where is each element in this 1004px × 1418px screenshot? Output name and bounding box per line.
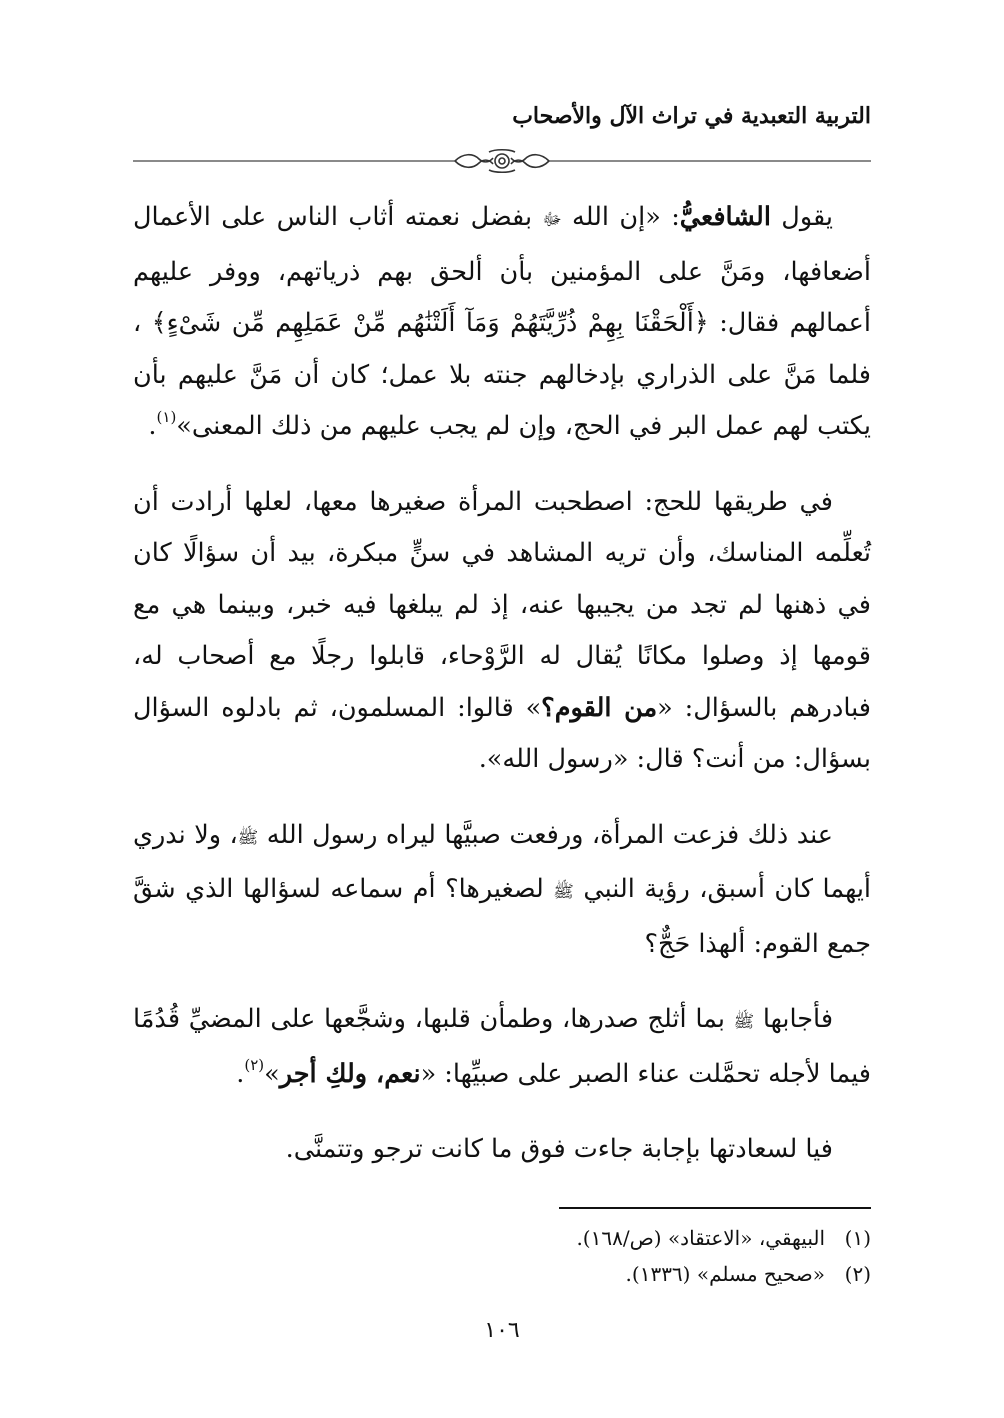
p4-end: . xyxy=(236,1058,245,1089)
page-number: ١٠٦ xyxy=(484,1318,520,1343)
p1-lead: يقول xyxy=(770,202,834,232)
speaker-name: الشافعيُّ xyxy=(679,202,771,232)
paragraph-4 xyxy=(133,994,871,1100)
footnotes xyxy=(371,1220,871,1292)
footnote-number: (١) xyxy=(844,1226,871,1250)
p4-text-2: بما أثلج صدرها، وطمأن قلبها، وشجَّعها على المضيِّ قُدُمًا فيما لأجله تحمَّلت عناء الصبر على صبيِّها: « xyxy=(133,1004,871,1089)
honorific-glyph: ﷺ xyxy=(733,1012,755,1032)
p2-text-1: في طريقها للحج: اصطحبت المرأة صغيرها معها، لعلها أرادت أن تُعلِّمه المناسك، وأن تريه المشاهد في سنٍّ مبكرة، بيد أن سؤالًا كان في ذهنها لم تجد من يجيبها عنه، إذ لم يبلغها فيه خبر، وبينما هي مع قومها إذ وصلوا مكانًا يُقال له الرَّوْحاء، قابلوا رجلًا مع أصحاب له، فبادرهم بالسؤال: « xyxy=(133,486,871,723)
paragraph-1 xyxy=(133,192,871,453)
ornamental-divider xyxy=(133,146,871,176)
p2-text-2: » قالوا: المسلمون، ثم بادلوه السؤال بسؤال: من أنت؟ قال: «رسول الله». xyxy=(133,692,871,774)
main-text xyxy=(133,192,871,1200)
footnote-text: البيهقي، «الاعتقاد» (ص/١٦٨). xyxy=(576,1226,825,1250)
question-phrase: من القوم؟ xyxy=(541,692,658,723)
quran-verse: ﴿أَلْحَقْنَا بِهِمْ ذُرِّيَّتَهُمْ وَمَآ أَلَتْنَٰهُم مِّنْ عَمَلِهِم مِّن شَىْءٍ﴾ xyxy=(151,308,709,338)
footnote-2 xyxy=(371,1256,871,1292)
running-header-title: التربية التعبدية في تراث الآل والأصحاب xyxy=(512,103,871,129)
honorific-glyph: ﷻ xyxy=(542,210,562,230)
footnote-text: «صحيح مسلم» (١٣٣٦). xyxy=(625,1262,825,1286)
footnote-1 xyxy=(371,1220,871,1256)
p1-quote-open: : «إن الله xyxy=(561,202,680,232)
p1-text-2: ، فلما مَنَّ على الذراري بإدخالهم جنته بلا عمل؛ كان أن مَنَّ عليهم بأن يكتب لهم عمل البر في الحج، وإن لم يجب عليهم من ذلك المعنى» xyxy=(133,308,871,441)
p3-text-3: لصغيرها؟ أم سماعه لسؤالها الذي شقَّ جمع القوم: ألهذا حَجٌّ؟ xyxy=(133,874,871,959)
paragraph-3 xyxy=(133,810,871,971)
p3-text-1: عند ذلك فزعت المرأة، ورفعت صبيَّها ليراه رسول الله xyxy=(258,819,833,850)
footnote-separator xyxy=(559,1207,871,1209)
paragraph-2 xyxy=(133,477,871,786)
p4-text-1: فأجابها xyxy=(754,1004,834,1034)
p1-end: . xyxy=(148,411,157,441)
answer-phrase: نعم، ولكِ أجر xyxy=(279,1058,421,1089)
honorific-glyph: ﷺ xyxy=(553,882,574,902)
p4-text-3: » xyxy=(264,1058,280,1089)
footnote-marker-2[interactable]: (٢) xyxy=(244,1055,265,1074)
footnote-marker-1[interactable]: (١) xyxy=(156,408,177,426)
paragraph-5: فيا لسعادتها بإجابة جاءت فوق ما كانت ترجو وتتمنَّى. xyxy=(285,1134,833,1164)
p1-text-1: بفضل نعمته أثاب الناس على الأعمال أضعافها، ومَنَّ على المؤمنين بأن ألحق بهم ذرياتهم، ووفر عليهم أعمالهم فقال: xyxy=(133,202,871,338)
p3-text-2: ، ولا ندري أيهما كان أسبق، رؤية النبي xyxy=(133,819,872,904)
footnote-number: (٢) xyxy=(844,1262,871,1286)
honorific-glyph: ﷺ xyxy=(237,827,259,848)
